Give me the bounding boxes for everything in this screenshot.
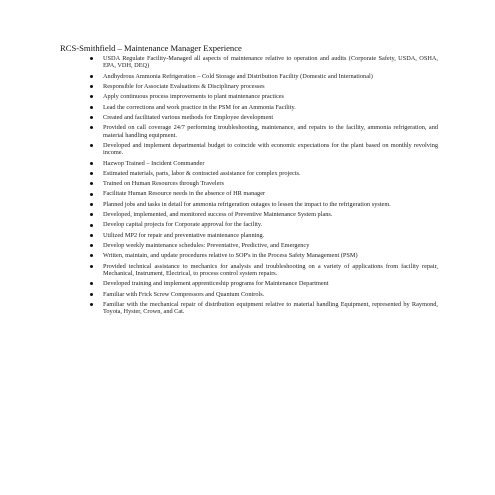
bullet-text: Developed training and implement apprenticeship programs for Maintenance Department: [103, 280, 329, 288]
bullet-dot-icon: [90, 203, 93, 206]
bullet-dot-icon: [90, 234, 93, 237]
bullet-dot-icon: [90, 172, 93, 175]
bullet-dot-icon: [90, 85, 93, 88]
bullet-item: [76, 114, 438, 121]
bullet-item: [76, 180, 438, 187]
bullet-dot-icon: [90, 57, 93, 60]
bullet-item: [76, 55, 438, 70]
bullet-text: Andhydrous Ammonia Refrigeration – Cold Storage and Distribution Facility (Domestic and International): [103, 72, 373, 80]
bullet-item: [76, 242, 438, 249]
bullet-item: [76, 83, 438, 90]
bullet-item: [76, 124, 438, 139]
bullet-dot-icon: [90, 254, 93, 257]
bullet-dot-icon: [90, 162, 93, 165]
bullet-text: Familiar with Frick Screw Compressors and Quantum Controls.: [103, 290, 265, 298]
bullet-text: Provided on call coverage 24/7 performing troubleshooting, maintenance, and repairs to the facility, ammonia refrigeration, and material handling equipment.: [103, 124, 438, 139]
bullet-item: [76, 93, 438, 100]
bullet-text: Lead the corrections and work practice in the PSM for an Ammonia Facility.: [103, 103, 296, 111]
bullet-dot-icon: [90, 213, 93, 216]
bullet-text: Apply continuous process improvements to plant maintenance practices: [103, 93, 284, 101]
bullet-dot-icon: [90, 282, 93, 285]
bullet-item: [76, 291, 438, 298]
bullet-item: [76, 221, 438, 228]
bullet-text: Develop weekly maintenance schedules: Preventative, Predictive, and Emergency: [103, 241, 310, 249]
bullet-dot-icon: [90, 144, 93, 147]
bullet-dot-icon: [90, 95, 93, 98]
bullet-item: [76, 73, 438, 80]
bullet-item: [76, 142, 438, 157]
bullet-dot-icon: [90, 303, 93, 306]
bullet-dot-icon: [90, 224, 93, 227]
bullet-text: Develop capital projects for Corporate approval for the facility.: [103, 221, 263, 229]
bullet-dot-icon: [90, 106, 93, 109]
bullet-dot-icon: [90, 75, 93, 78]
bullet-dot-icon: [90, 244, 93, 247]
bullet-item: [76, 201, 438, 208]
bullet-item: [76, 301, 438, 316]
experience-bullet-list: [76, 55, 438, 319]
bullet-text: Planned jobs and tasks in detail for ammonia refrigeration outages to lessen the impact to the refrigeration system.: [103, 200, 391, 208]
bullet-text: Familiar with the mechanical repair of distribution equipment relative to material handling Equipment, represented by Raymond, Toyota, Hyster, Crown, and Cat.: [103, 300, 438, 316]
bullet-item: [76, 263, 438, 278]
bullet-text: USDA Regulate Facility-Managed all aspects of maintenance relative to operation and audits (Corporate Safety, USDA, OSHA, EPA, VDH, DEQ): [103, 55, 438, 70]
section-heading: RCS-Smithfield – Maintenance Manager Experience: [60, 43, 242, 53]
bullet-item: [76, 252, 438, 259]
bullet-item: [76, 160, 438, 167]
bullet-text: Estimated materials, parts, labor & contracted assistance for complex projects.: [103, 169, 301, 177]
bullet-text: Facilitate Human Resource needs in the absence of HR manager: [103, 190, 266, 198]
bullet-dot-icon: [90, 126, 93, 129]
bullet-item: [76, 104, 438, 111]
bullet-dot-icon: [90, 182, 93, 185]
bullet-text: Responsible for Associate Evaluations & Disciplinary processes: [103, 83, 265, 90]
bullet-item: [76, 280, 438, 287]
bullet-text: Utilized MP2 for repair and preventative maintenance planning.: [103, 231, 265, 239]
bullet-text: Developed and implement departmental budget to coincide with economic expectations for the plant based on monthly revolving income.: [103, 141, 438, 157]
bullet-text: Trained on Human Resources through Travelers: [103, 180, 224, 188]
bullet-dot-icon: [90, 265, 93, 268]
bullet-dot-icon: [90, 116, 93, 119]
bullet-text: Created and facilitated various methods for Employee development: [103, 113, 274, 121]
bullet-item: [76, 211, 438, 218]
bullet-text: Provided technical assistance to mechanics for analysis and troubleshooting on a variety of applications from facility repair, Mechanical, Instrument, Electrical, to process control system repairs.: [103, 262, 438, 277]
bullet-item: [76, 190, 438, 197]
bullet-dot-icon: [90, 193, 93, 196]
bullet-item: [76, 232, 438, 239]
bullet-text: Developed, implemented, and monitored success of Preventive Maintenance System plans.: [103, 211, 333, 219]
bullet-item: [76, 170, 438, 177]
bullet-text: Written, maintain, and update procedures relative to SOP's in the Process Safety Management (PSM): [103, 252, 358, 260]
bullet-text: Hazwop Trained – Incident Commander: [103, 159, 205, 167]
bullet-dot-icon: [90, 293, 93, 296]
